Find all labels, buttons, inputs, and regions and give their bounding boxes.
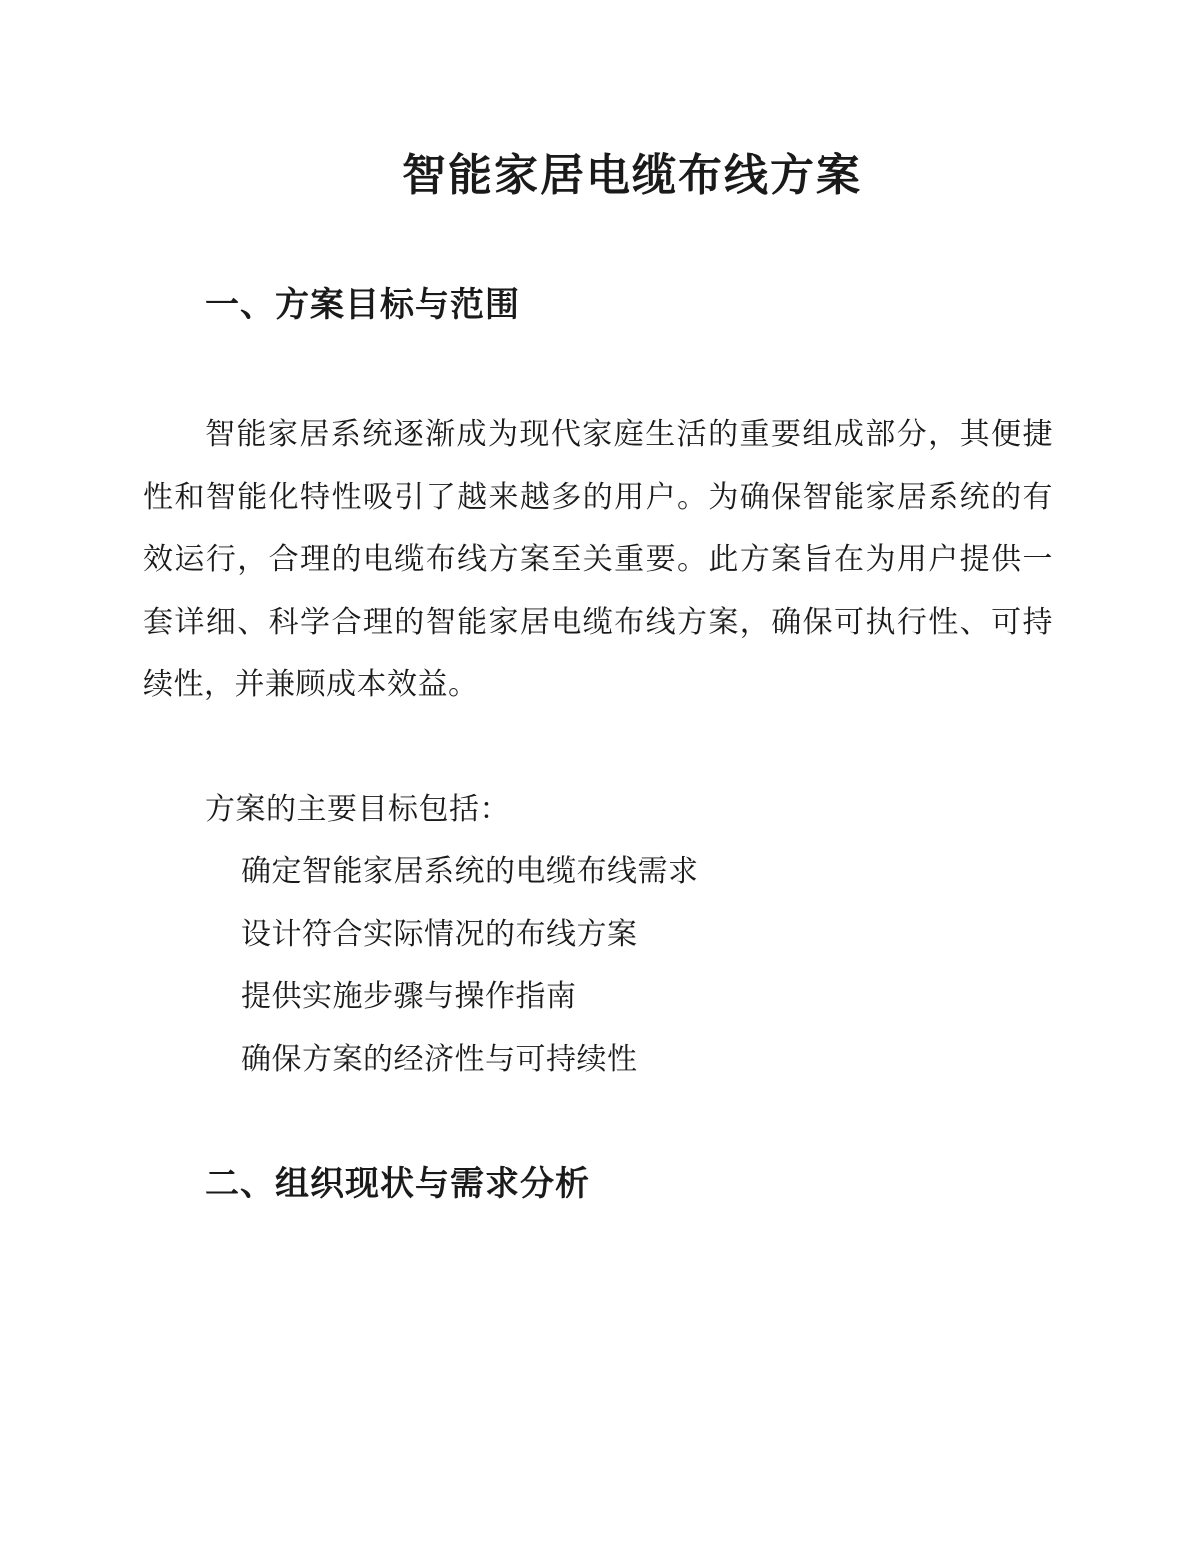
goals-intro: 方案的主要目标包括： [205, 792, 510, 827]
section-heading-status-analysis: 二、组织现状与需求分析 [205, 1164, 590, 1204]
goals-list [241, 841, 699, 1091]
goal-item: 提供实施步骤与操作指南 [241, 979, 577, 1014]
goal-item: 确保方案的经济性与可持续性 [241, 1041, 638, 1077]
section-heading-goals-scope: 一、方案目标与范围 [205, 285, 520, 325]
goal-item: 设计符合实际情况的布线方案 [241, 916, 638, 952]
document-title: 智能家居电缆布线方案 [402, 150, 862, 201]
intro-paragraph: 智能家居系统逐渐成为现代家庭生活的重要组成部分，其便捷性和智能化特性吸引了越来越多的用户。为确保智能家居系统的有效运行，合理的电缆布线方案至关重要。此方案旨在为用户提供一套详细、科学合理的智能家居电缆布线方案，确保可执行性、可持续性，并兼顾成本效益。 [143, 417, 1053, 702]
goal-item: 确定智能家居系统的电缆布线需求 [241, 854, 699, 889]
